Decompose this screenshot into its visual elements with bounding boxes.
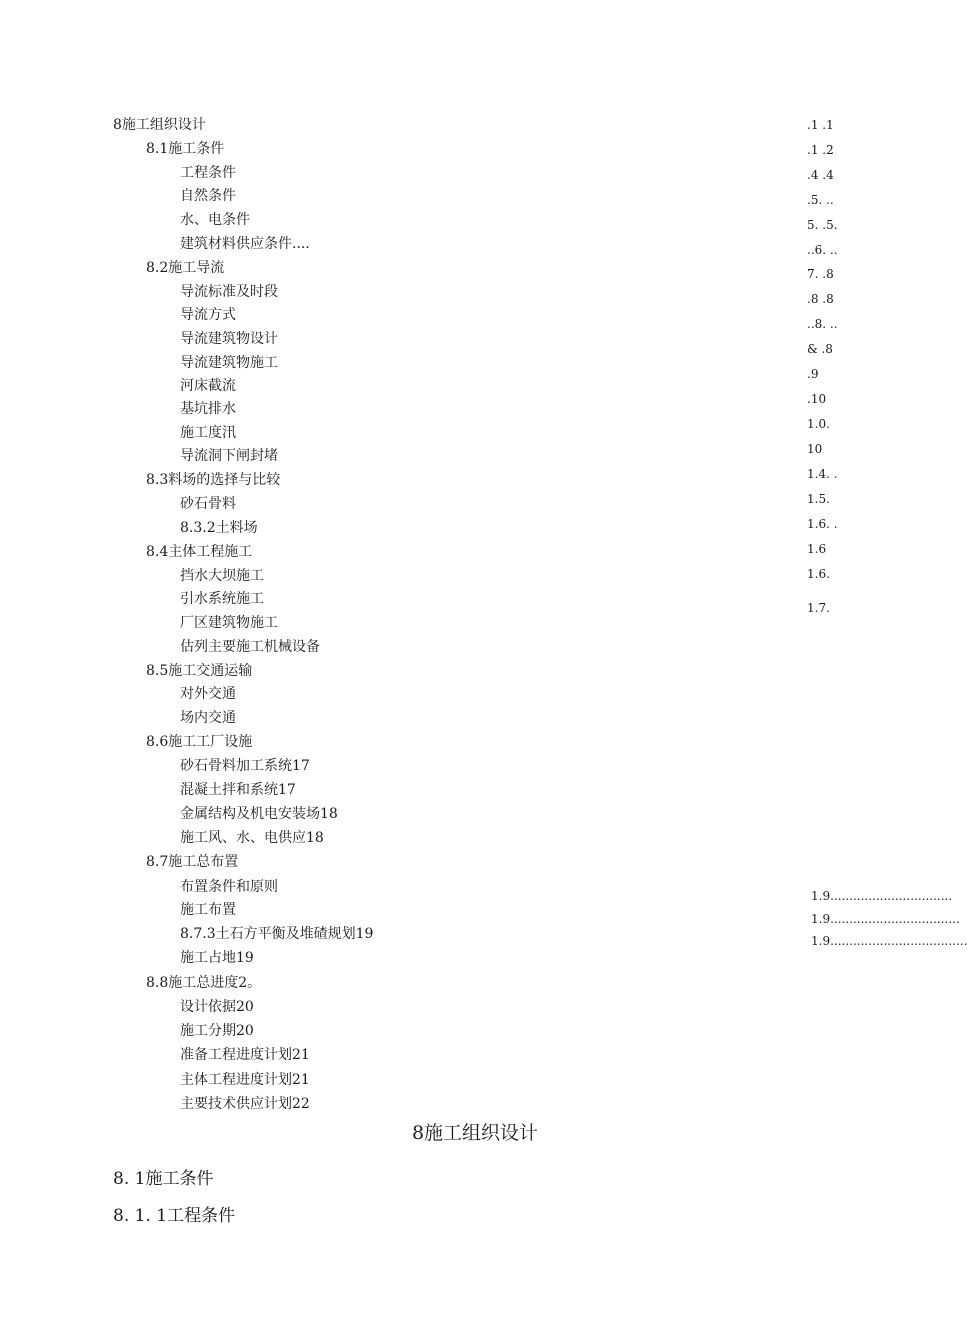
- document-title: 8施工组织设计: [411, 1122, 539, 1144]
- toc-page-ref: 1.4. .: [807, 467, 838, 481]
- toc-section[interactable]: 8.2施工导流: [146, 260, 225, 276]
- toc-subsection[interactable]: 厂区建筑物施工: [180, 615, 278, 631]
- toc-subsection[interactable]: 8.3.2土料场: [180, 520, 258, 536]
- toc-subsection[interactable]: 混凝土拌和系统17: [180, 782, 296, 798]
- toc-subsection[interactable]: 砂石骨料: [180, 496, 236, 512]
- section-heading: 8. 1施工条件: [113, 1169, 214, 1189]
- toc-page-ref: 1.9................................: [811, 889, 953, 903]
- toc-section[interactable]: 8.3料场的选择与比较: [146, 472, 281, 488]
- toc-page-ref: .1 .1: [807, 118, 834, 132]
- toc-subsection[interactable]: 工程条件: [180, 165, 236, 181]
- toc-page-ref: 1.6. .: [807, 517, 838, 531]
- toc-subsection[interactable]: 导流标准及时段: [180, 284, 278, 300]
- toc-section[interactable]: 8.7施工总布置: [146, 854, 239, 870]
- toc-subsection[interactable]: 引水系统施工: [180, 591, 264, 607]
- toc-subsection[interactable]: 估列主要施工机械设备: [180, 639, 320, 655]
- toc-section[interactable]: 8.5施工交通运输: [146, 663, 253, 679]
- toc-page-ref: .10: [807, 392, 827, 406]
- toc-page-ref: 1.6.: [807, 567, 830, 581]
- toc-subsection[interactable]: 8.7.3土石方平衡及堆碴规划19: [180, 926, 374, 942]
- subsection-heading: 8. 1. 1工程条件: [113, 1206, 236, 1226]
- toc-subsection[interactable]: 主要技术供应计划22: [180, 1096, 310, 1112]
- toc-page-ref: 1.9..................................: [811, 912, 960, 926]
- toc-page-ref: .4 .4: [807, 168, 834, 182]
- toc-subsection[interactable]: 施工布置: [180, 902, 236, 918]
- toc-subsection[interactable]: 建筑材料供应条件....: [180, 236, 310, 252]
- toc-page-ref: 10: [807, 442, 823, 456]
- toc-subsection[interactable]: 砂石骨料加工系统17: [180, 758, 310, 774]
- toc-subsection[interactable]: 基坑排水: [180, 401, 236, 417]
- toc-page-ref: .9: [807, 367, 819, 381]
- toc-subsection[interactable]: 导流洞下闸封堵: [180, 448, 278, 464]
- toc-subsection[interactable]: 对外交通: [180, 686, 236, 702]
- toc-page-ref: .8 .8: [807, 292, 834, 306]
- toc-page-ref: .5. ..: [807, 193, 834, 207]
- toc-page-ref: 5. .5.: [807, 218, 838, 232]
- toc-subsection[interactable]: 水、电条件: [180, 212, 250, 228]
- toc-page-ref: 1.9....................................: [811, 934, 967, 948]
- toc-subsection[interactable]: 施工分期20: [180, 1023, 254, 1039]
- toc-page-ref: 7. .8: [807, 267, 834, 281]
- toc-chapter[interactable]: 8施工组织设计: [113, 117, 206, 133]
- toc-section[interactable]: 8.1施工条件: [146, 141, 225, 157]
- toc-subsection[interactable]: 施工风、水、电供应18: [180, 830, 324, 846]
- toc-section[interactable]: 8.8施工总进度2。: [146, 975, 262, 991]
- toc-subsection[interactable]: 导流建筑物施工: [180, 355, 278, 371]
- toc-subsection[interactable]: 自然条件: [180, 188, 236, 204]
- toc-page-ref: ..8. ..: [807, 317, 838, 331]
- toc-subsection[interactable]: 导流方式: [180, 307, 236, 323]
- toc-subsection[interactable]: 设计依据20: [180, 999, 254, 1015]
- toc-subsection[interactable]: 施工占地19: [180, 950, 254, 966]
- toc-page-ref: 1.7.: [807, 601, 830, 615]
- toc-subsection[interactable]: 准备工程进度计划21: [180, 1047, 310, 1063]
- toc-subsection[interactable]: 施工度汛: [180, 425, 236, 441]
- toc-section[interactable]: 8.6施工工厂设施: [146, 734, 253, 750]
- toc-subsection[interactable]: 主体工程进度计划21: [180, 1072, 310, 1088]
- toc-subsection[interactable]: 布置条件和原则: [180, 879, 278, 895]
- toc-page-ref: & .8: [807, 342, 833, 356]
- toc-subsection[interactable]: 金属结构及机电安装场18: [180, 806, 338, 822]
- toc-subsection[interactable]: 河床截流: [180, 378, 236, 394]
- toc-page-ref: 1.6: [807, 542, 827, 556]
- toc-page-ref: 1.0.: [807, 417, 830, 431]
- toc-section[interactable]: 8.4主体工程施工: [146, 544, 253, 560]
- toc-subsection[interactable]: 挡水大坝施工: [180, 568, 264, 584]
- toc-page-ref: .1 .2: [807, 143, 834, 157]
- toc-subsection[interactable]: 场内交通: [180, 710, 236, 726]
- toc-page-ref: 1.5.: [807, 492, 830, 506]
- toc-subsection[interactable]: 导流建筑物设计: [180, 331, 278, 347]
- toc-page-ref: ..6. ..: [807, 243, 838, 257]
